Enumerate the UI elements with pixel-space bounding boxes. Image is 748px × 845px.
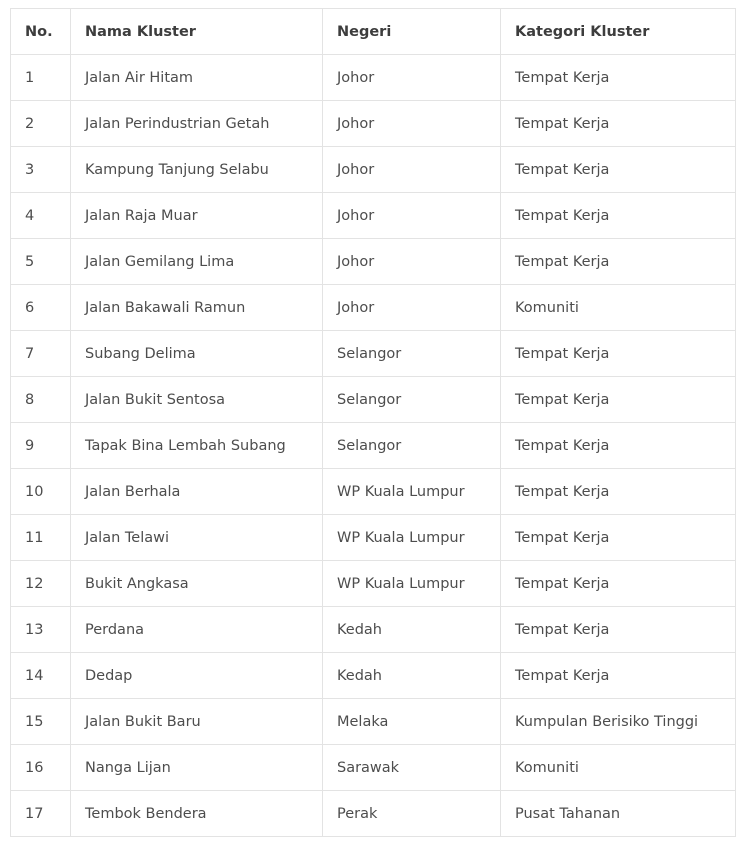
table-row bbox=[11, 377, 736, 423]
cell-nama-kluster: Jalan Air Hitam bbox=[71, 55, 323, 101]
cell-kategori-kluster: Tempat Kerja bbox=[501, 193, 736, 239]
cell-no: 15 bbox=[11, 699, 71, 745]
cell-negeri: Johor bbox=[323, 193, 501, 239]
cell-no: 11 bbox=[11, 515, 71, 561]
table-row bbox=[11, 469, 736, 515]
cell-nama-kluster: Jalan Bakawali Ramun bbox=[71, 285, 323, 331]
cell-negeri: Selangor bbox=[323, 377, 501, 423]
header-nama-kluster: Nama Kluster bbox=[71, 9, 323, 55]
cell-no: 10 bbox=[11, 469, 71, 515]
cell-nama-kluster: Perdana bbox=[71, 607, 323, 653]
cell-negeri: Kedah bbox=[323, 607, 501, 653]
cell-no: 9 bbox=[11, 423, 71, 469]
cell-kategori-kluster: Tempat Kerja bbox=[501, 515, 736, 561]
cell-negeri: Selangor bbox=[323, 423, 501, 469]
cell-negeri: Johor bbox=[323, 147, 501, 193]
cell-negeri: Perak bbox=[323, 791, 501, 837]
cell-negeri: Selangor bbox=[323, 331, 501, 377]
cell-kategori-kluster: Tempat Kerja bbox=[501, 331, 736, 377]
cell-negeri: Johor bbox=[323, 101, 501, 147]
cell-negeri: WP Kuala Lumpur bbox=[323, 515, 501, 561]
cell-nama-kluster: Jalan Telawi bbox=[71, 515, 323, 561]
cell-nama-kluster: Jalan Raja Muar bbox=[71, 193, 323, 239]
cell-kategori-kluster: Tempat Kerja bbox=[501, 561, 736, 607]
cell-nama-kluster: Tembok Bendera bbox=[71, 791, 323, 837]
table-row bbox=[11, 699, 736, 745]
table-body bbox=[11, 55, 736, 837]
cell-no: 12 bbox=[11, 561, 71, 607]
cell-negeri: Melaka bbox=[323, 699, 501, 745]
cell-kategori-kluster: Pusat Tahanan bbox=[501, 791, 736, 837]
table-row bbox=[11, 745, 736, 791]
cell-nama-kluster: Tapak Bina Lembah Subang bbox=[71, 423, 323, 469]
cell-kategori-kluster: Tempat Kerja bbox=[501, 423, 736, 469]
cell-negeri: WP Kuala Lumpur bbox=[323, 561, 501, 607]
cell-negeri: Kedah bbox=[323, 653, 501, 699]
table-row bbox=[11, 423, 736, 469]
header-no: No. bbox=[11, 9, 71, 55]
cell-kategori-kluster: Tempat Kerja bbox=[501, 55, 736, 101]
cell-nama-kluster: Nanga Lijan bbox=[71, 745, 323, 791]
header-kategori-kluster: Kategori Kluster bbox=[501, 9, 736, 55]
table-row bbox=[11, 239, 736, 285]
cell-nama-kluster: Jalan Berhala bbox=[71, 469, 323, 515]
table-row bbox=[11, 331, 736, 377]
cell-no: 17 bbox=[11, 791, 71, 837]
cell-kategori-kluster: Tempat Kerja bbox=[501, 239, 736, 285]
table-header bbox=[11, 9, 736, 55]
table-row bbox=[11, 607, 736, 653]
cell-nama-kluster: Jalan Gemilang Lima bbox=[71, 239, 323, 285]
header-negeri: Negeri bbox=[323, 9, 501, 55]
table-row bbox=[11, 147, 736, 193]
cell-negeri: WP Kuala Lumpur bbox=[323, 469, 501, 515]
cell-kategori-kluster: Tempat Kerja bbox=[501, 101, 736, 147]
cell-nama-kluster: Jalan Bukit Sentosa bbox=[71, 377, 323, 423]
cell-kategori-kluster: Tempat Kerja bbox=[501, 147, 736, 193]
cell-no: 16 bbox=[11, 745, 71, 791]
table-row bbox=[11, 791, 736, 837]
cell-no: 7 bbox=[11, 331, 71, 377]
cell-nama-kluster: Subang Delima bbox=[71, 331, 323, 377]
table-row bbox=[11, 285, 736, 331]
cell-negeri: Sarawak bbox=[323, 745, 501, 791]
cell-kategori-kluster: Kumpulan Berisiko Tinggi bbox=[501, 699, 736, 745]
cell-kategori-kluster: Tempat Kerja bbox=[501, 607, 736, 653]
cell-no: 2 bbox=[11, 101, 71, 147]
cell-kategori-kluster: Tempat Kerja bbox=[501, 377, 736, 423]
cluster-table-container bbox=[10, 8, 735, 837]
table-row bbox=[11, 101, 736, 147]
cell-nama-kluster: Kampung Tanjung Selabu bbox=[71, 147, 323, 193]
cell-kategori-kluster: Tempat Kerja bbox=[501, 653, 736, 699]
cell-nama-kluster: Bukit Angkasa bbox=[71, 561, 323, 607]
cell-negeri: Johor bbox=[323, 239, 501, 285]
cell-nama-kluster: Jalan Perindustrian Getah bbox=[71, 101, 323, 147]
cell-kategori-kluster: Tempat Kerja bbox=[501, 469, 736, 515]
cell-no: 6 bbox=[11, 285, 71, 331]
table-row bbox=[11, 193, 736, 239]
cell-no: 13 bbox=[11, 607, 71, 653]
header-row bbox=[11, 9, 736, 55]
cell-negeri: Johor bbox=[323, 55, 501, 101]
cell-negeri: Johor bbox=[323, 285, 501, 331]
cell-no: 8 bbox=[11, 377, 71, 423]
table-row bbox=[11, 653, 736, 699]
table-row bbox=[11, 561, 736, 607]
cluster-table bbox=[10, 8, 736, 837]
cell-no: 14 bbox=[11, 653, 71, 699]
cell-kategori-kluster: Komuniti bbox=[501, 745, 736, 791]
cell-kategori-kluster: Komuniti bbox=[501, 285, 736, 331]
cell-nama-kluster: Jalan Bukit Baru bbox=[71, 699, 323, 745]
cell-no: 5 bbox=[11, 239, 71, 285]
cell-nama-kluster: Dedap bbox=[71, 653, 323, 699]
cell-no: 3 bbox=[11, 147, 71, 193]
table-row bbox=[11, 515, 736, 561]
cell-no: 1 bbox=[11, 55, 71, 101]
cell-no: 4 bbox=[11, 193, 71, 239]
table-row bbox=[11, 55, 736, 101]
